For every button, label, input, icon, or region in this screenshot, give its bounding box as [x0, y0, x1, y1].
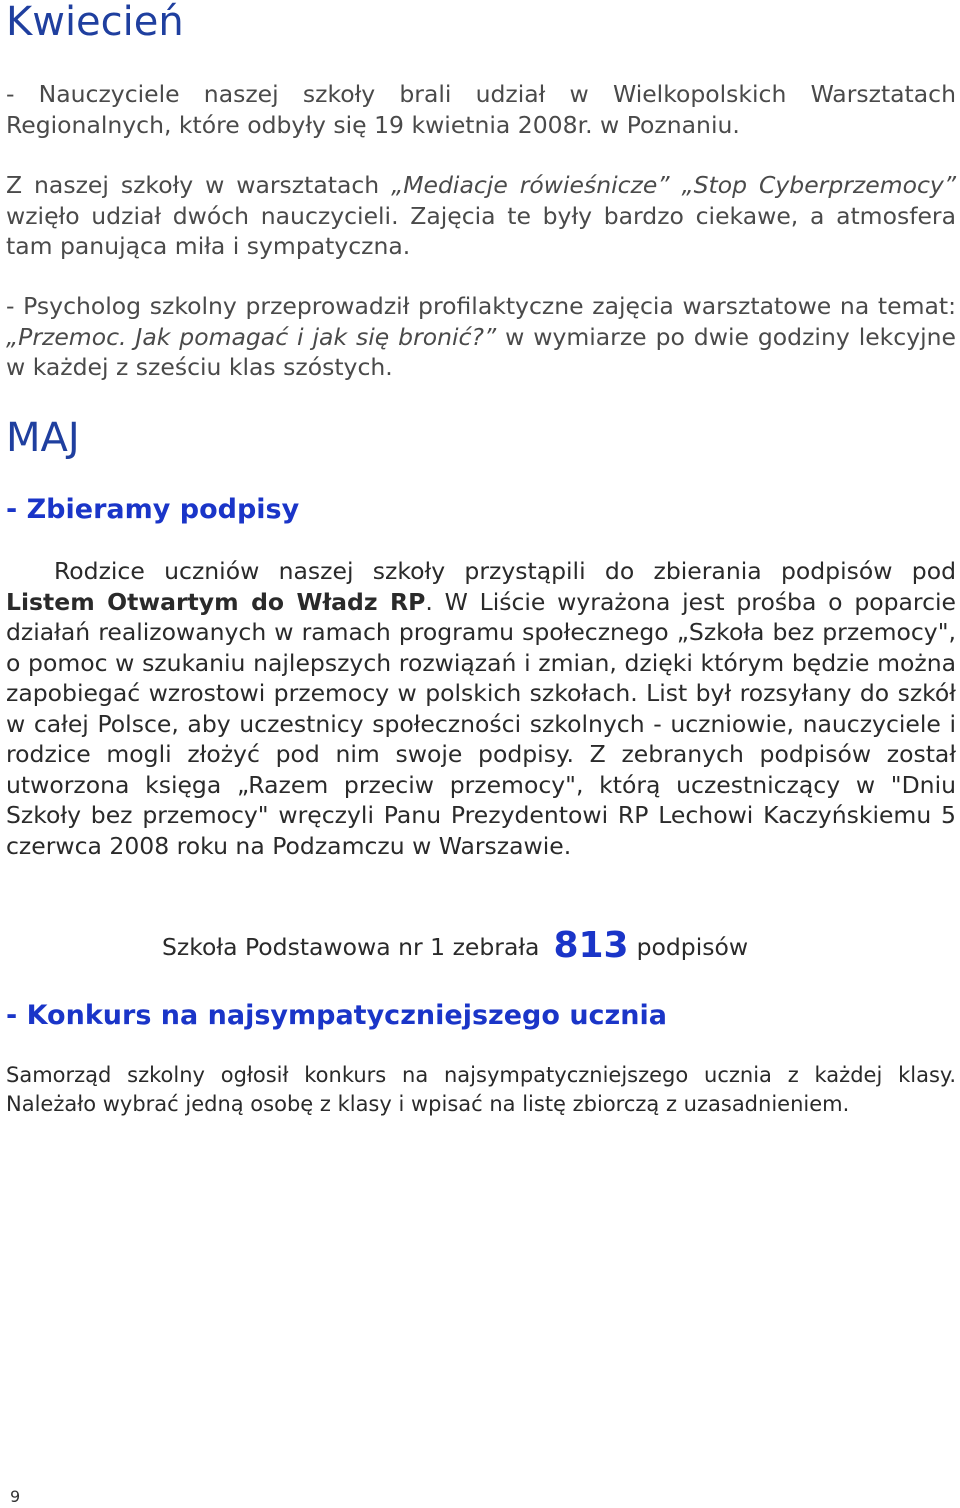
paragraph-text: . W Liście wyrażona jest prośba o poparcie działań realizowanych w ramach programu społecznego „Szkoła bez przemocy", o pomoc w szukaniu najlepszych rozwiązań i zmian, dzięki którym będzie można zapobiegać wzrostowi przemocy w polskich szkołach. List był rozsyłany do szkół w całej Polsce, aby uczestnicy społeczności szkolnych - uczniowie, nauczyciele i rodzice mogli złożyć pod nim swoje podpisy. Z zebranych podpisów został utworzona księga „Razem przeciw przemocy", którą uczestniczący w "Dniu Szkoły bez przemocy" wręczyli Panu Prezydentowi RP Lechowi Kaczyńskiemu 5 czerwca 2008 roku na Podzamczu w Warszawie. — [6, 587, 956, 860]
paragraph-workshops: - Nauczyciele naszej szkoły brali udział w Wielkopolskich Warsztatach Regionalnych, które odbyły się 19 kwietnia 2008r. w Poznaniu. — [6, 80, 956, 139]
paragraph-text: Rodzice uczniów naszej szkoły przystąpili do zbierania podpisów pod — [54, 557, 956, 585]
signature-tally — [162, 925, 748, 966]
paragraph-mediation — [6, 170, 956, 262]
paragraph-psychologist — [6, 291, 956, 383]
paragraph-text: Z naszej szkoły w warsztatach — [6, 171, 392, 199]
class-topic: „Przemoc. Jak pomagać i jak się bronić?” — [6, 322, 497, 351]
workshop-titles: „Mediacje rówieśnicze” „Stop Cyberprzemocy” — [391, 171, 956, 199]
open-letter-title: Listem Otwartym do Władz RP — [6, 587, 426, 616]
section-heading-signatures: - Zbieramy podpisy — [6, 494, 300, 525]
month-heading-may: MAJ — [6, 415, 80, 461]
page-number: 9 — [10, 1487, 21, 1506]
paragraph-text: w wymiarze po dwie godziny lekcyjne w każdej z sześciu klas szóstych. — [6, 322, 956, 381]
paragraph-text: wzięło udział dwóch nauczycieli. Zajęcia te były bardzo ciekawe, a atmosfera tam panująca miła i sympatyczna. — [6, 201, 956, 260]
paragraph-text: - Psycholog szkolny przeprowadził profilaktyczne zajęcia warsztatowe na temat: — [6, 292, 956, 320]
tally-unit: podpisów — [636, 933, 749, 961]
tally-label: Szkoła Podstawowa nr 1 zebrała — [162, 933, 540, 961]
paragraph-signatures — [6, 556, 956, 861]
section-heading-contest: - Konkurs na najsympatyczniejszego ucznia — [6, 1000, 667, 1031]
paragraph-contest: Samorząd szkolny ogłosił konkurs na najsympatyczniejszego ucznia z każdej klasy. Należało wybrać jedną osobę z klasy i wpisać na listę zbiorczą z uzasadnieniem. — [6, 1063, 956, 1116]
month-heading-april: Kwiecień — [6, 0, 184, 45]
signature-count: 813 — [553, 925, 629, 966]
